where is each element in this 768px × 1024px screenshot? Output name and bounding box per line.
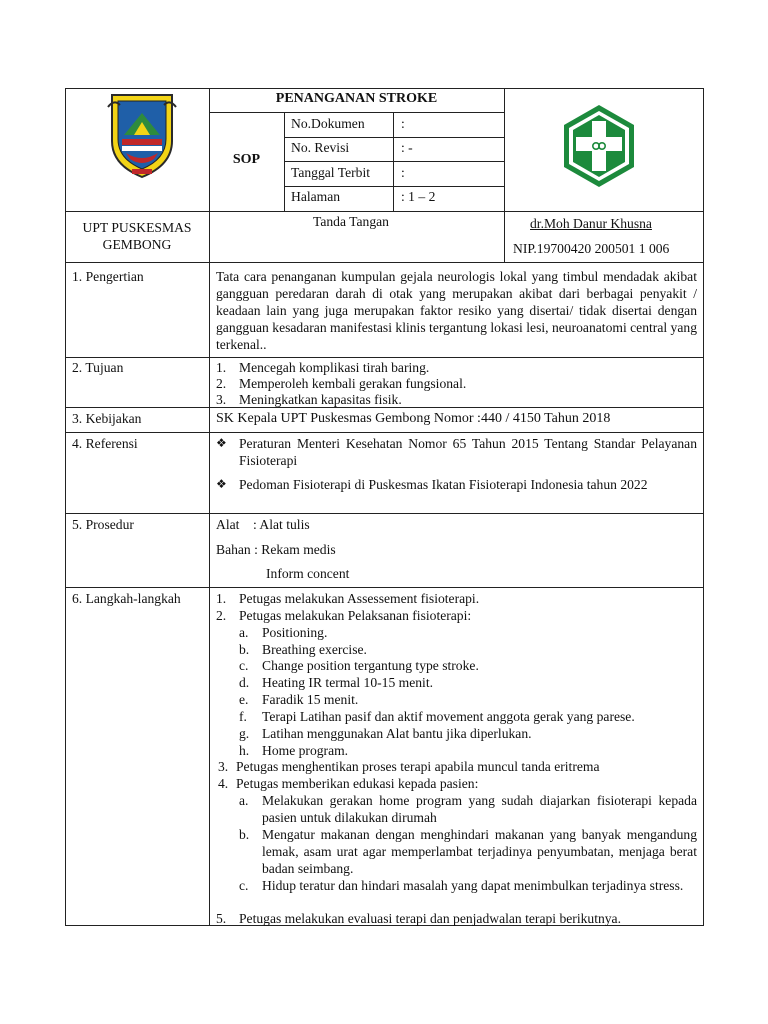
list-item-number: 1.	[216, 360, 227, 375]
list-item-number: 2.	[216, 376, 227, 391]
substep-letter: c.	[239, 878, 249, 893]
step-number: 5.	[216, 911, 227, 926]
puskesmas-cross-logo-icon	[562, 103, 636, 189]
list-item: Meningkatkan kapasitas fisik.	[239, 392, 402, 407]
list-item: Memperoleh kembali gerakan fungsional.	[239, 376, 467, 391]
regency-emblem-icon	[104, 89, 180, 181]
org-name-line2: GEMBONG	[102, 237, 172, 252]
substep-letter: d.	[239, 675, 250, 690]
signer-name: dr.Moh Danur Khusna	[530, 216, 652, 231]
substep-letter: b.	[239, 642, 250, 657]
substep-letter: f.	[239, 709, 247, 724]
doc-field-value: :	[401, 116, 405, 131]
substep-item: Latihan menggunakan Alat bantu jika diperlukan.	[262, 726, 532, 741]
substep-letter: c.	[239, 658, 249, 673]
diamond-bullet-icon: ❖	[216, 436, 227, 450]
doc-field-value: : -	[401, 140, 413, 155]
section-label-langkah: 6. Langkah-langkah	[72, 591, 181, 606]
substep-letter: a.	[239, 793, 249, 808]
signer-nip: NIP.19700420 200501 1 006	[513, 241, 670, 256]
kebijakan-text: SK Kepala UPT Puskesmas Gembong Nomor :440 / 4150 Tahun 2018	[216, 411, 611, 426]
substep-letter: h.	[239, 743, 250, 758]
step-item: Petugas melakukan Assessement fisioterapi.	[239, 591, 480, 606]
substep-item: Hidup teratur dan hindari masalah yang dapat menimbulkan terjadinya stress.	[262, 878, 684, 893]
doc-field-label: Halaman	[291, 189, 341, 204]
substep-item: Change position tergantung type stroke.	[262, 658, 479, 673]
prosedur-alat: Alat : Alat tulis	[216, 517, 310, 532]
sop-label: SOP	[232, 152, 261, 167]
prosedur-bahan-2: Inform concent	[266, 566, 350, 581]
section-label-prosedur: 5. Prosedur	[72, 517, 134, 532]
section-label-referensi: 4. Referensi	[72, 436, 138, 451]
substep-item: Faradik 15 menit.	[262, 692, 359, 707]
step-number: 4.	[218, 776, 229, 791]
substep-item: Heating IR termal 10-15 menit.	[262, 675, 434, 690]
step-item: Petugas melakukan Pelaksanan fisioterapi:	[239, 608, 472, 623]
doc-field-value: :	[401, 165, 405, 180]
step-item: Petugas melakukan evaluasi terapi dan penjadwalan terapi berikutnya.	[239, 911, 621, 926]
substep-letter: e.	[239, 692, 249, 707]
doc-field-label: Tanggal Terbit	[291, 165, 371, 180]
pengertian-text: Tata cara penanganan kumpulan gejala neurologis lokal yang timbul mendadak akibat gangguan peredaran darah di otak yang merupakan akibat dari berbagai penyakit / keadaan lain yang juga merupakan faktor resiko yang disertai/ tidak disertai dengan gangguan kesadaran manifestasi klinis tergantung lokasi lesi, neuroanatomi central yang terkenal..	[216, 269, 697, 352]
list-item-number: 3.	[216, 392, 227, 407]
doc-field-label: No. Revisi	[291, 140, 350, 155]
step-number: 3.	[218, 759, 229, 774]
substep-letter: g.	[239, 726, 250, 741]
section-label-tujuan: 2. Tujuan	[72, 360, 124, 375]
substep-item: Breathing exercise.	[262, 642, 367, 657]
signature-label: Tanda Tangan	[313, 214, 389, 229]
prosedur-bahan: Bahan : Rekam medis	[216, 542, 336, 557]
step-item: Petugas menghentikan proses terapi apabila muncul tanda eritrema	[236, 759, 600, 774]
org-name-line1: UPT PUSKESMAS	[82, 220, 192, 235]
step-number: 1.	[216, 591, 227, 606]
step-number: 2.	[216, 608, 227, 623]
substep-letter: a.	[239, 625, 249, 640]
substep-item: Terapi Latihan pasif dan aktif movement anggota gerak yang parese.	[262, 709, 635, 724]
substep-item: Positioning.	[262, 625, 328, 640]
section-label-kebijakan: 3. Kebijakan	[72, 411, 142, 426]
document-title: PENANGANAN STROKE	[275, 91, 438, 106]
substep-item: Melakukan gerakan home program yang sudah diajarkan fisioterapi kepada pasien untuk dilakukan dirumah	[262, 793, 697, 825]
substep-item: Home program.	[262, 743, 349, 758]
doc-field-value: : 1 – 2	[401, 189, 436, 204]
substep-item: Mengatur makanan dengan menghindari makanan yang banyak mengandung lemak, asam urat agar memperlambat terjadinya penyumbatan, menjaga berat badan seimbang.	[262, 827, 697, 876]
list-item: Mencegah komplikasi tirah baring.	[239, 360, 430, 375]
substep-letter: b.	[239, 827, 250, 842]
list-item: Peraturan Menteri Kesehatan Nomor 65 Tahun 2015 Tentang Standar Pelayanan Fisioterapi	[239, 436, 697, 468]
step-item: Petugas memberikan edukasi kepada pasien:	[236, 776, 479, 791]
list-item: Pedoman Fisioterapi di Puskesmas Ikatan Fisioterapi Indonesia tahun 2022	[239, 477, 648, 492]
doc-field-label: No.Dokumen	[291, 116, 365, 131]
section-label-pengertian: 1. Pengertian	[72, 269, 144, 284]
diamond-bullet-icon: ❖	[216, 477, 227, 491]
